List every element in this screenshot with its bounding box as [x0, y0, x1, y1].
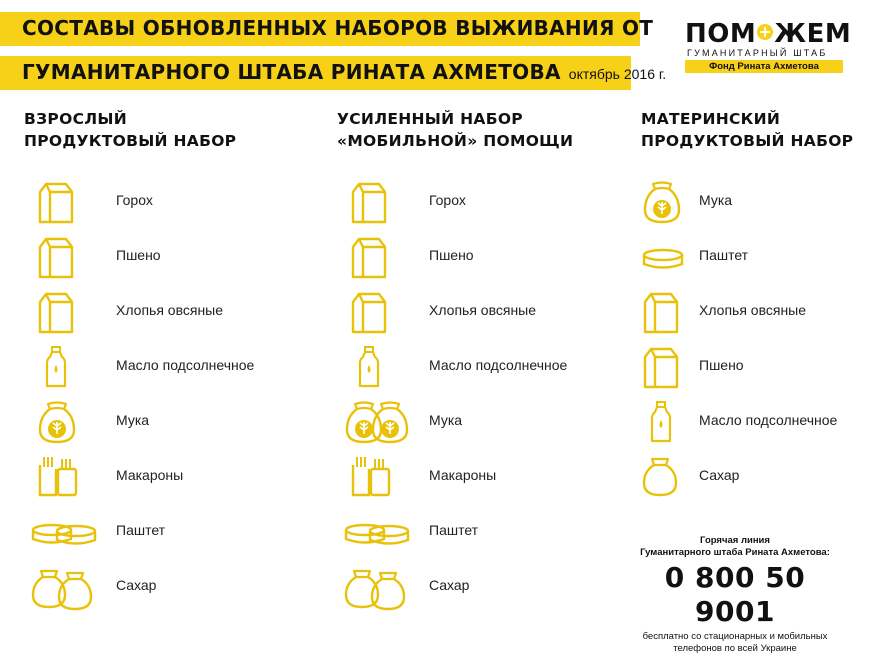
item-label: Хлопья овсяные — [429, 302, 537, 318]
column-title-line1: УСИЛЕННЫЙ НАБОР — [337, 110, 523, 128]
bottle-icon — [349, 345, 429, 391]
column-adult-set — [24, 108, 264, 593]
hotline-phone: 0 800 50 9001 — [664, 561, 806, 628]
list-item — [641, 290, 869, 336]
list-item — [349, 235, 609, 281]
item-label: Паштет — [116, 522, 166, 538]
list-item — [36, 290, 296, 336]
sugar-sack-icon — [349, 565, 429, 611]
hotline-note — [625, 631, 845, 655]
item-label: Мука — [429, 412, 463, 428]
item-label: Макароны — [116, 467, 184, 483]
item-label: Паштет — [429, 522, 479, 538]
hotline-block — [625, 535, 845, 655]
column-title-line1: МАТЕРИНСКИЙ — [641, 110, 781, 128]
column-title — [641, 108, 869, 152]
title-banner-line2 — [0, 56, 667, 90]
item-label: Пшено — [429, 247, 474, 263]
list-item — [349, 180, 609, 226]
item-label: Хлопья овсяные — [116, 302, 224, 318]
flour-sack-icon — [349, 400, 429, 446]
pasta-icon — [36, 455, 116, 501]
hotline-note-line1: бесплатно со стационарных и мобильных — [642, 631, 828, 642]
logo-name-left: ПОМ — [685, 19, 757, 49]
title-line2 — [22, 60, 666, 84]
item-label: Мука — [116, 412, 150, 428]
column-title — [24, 108, 264, 152]
hotline-title-line1: Горячая линия — [700, 535, 770, 546]
list-item — [36, 510, 296, 556]
logo-name — [685, 20, 851, 48]
list-item — [36, 565, 296, 611]
item-label: Макароны — [429, 467, 497, 483]
list-item — [349, 290, 609, 336]
list-item — [349, 510, 609, 556]
title-banner-line1 — [0, 12, 654, 46]
list-item — [349, 565, 609, 611]
sugar-sack-icon — [36, 565, 116, 611]
item-label: Масло подсолнечное — [699, 412, 838, 428]
bag-icon — [36, 235, 116, 281]
column-title-line2: ПРОДУКТОВЫЙ НАБОР — [24, 132, 237, 150]
list-item — [349, 400, 609, 446]
flour-sack-icon — [36, 400, 116, 446]
item-label: Хлопья овсяные — [699, 302, 807, 318]
list-item — [36, 400, 296, 446]
title-line1: СОСТАВЫ ОБНОВЛЕННЫХ НАБОРОВ ВЫЖИВАНИЯ ОТ — [22, 16, 654, 40]
list-item — [641, 400, 869, 446]
item-label: Пшено — [116, 247, 161, 263]
logo-subtitle: ГУМАНИТАРНЫЙ ШТАБ — [687, 48, 828, 58]
item-label: Сахар — [699, 467, 740, 483]
list-item — [641, 455, 869, 501]
item-label: Сахар — [429, 577, 470, 593]
bottle-icon — [36, 345, 116, 391]
logo-fund: Фонд Рината Ахметова — [685, 60, 843, 73]
pasta-icon — [349, 455, 429, 501]
item-label: Горох — [429, 192, 466, 208]
list-item — [641, 180, 869, 226]
cross-icon — [757, 24, 773, 40]
column-mobile-set — [337, 108, 577, 593]
hotline-note-line2: телефонов по всей Украине — [673, 643, 797, 654]
bag-icon — [36, 180, 116, 226]
list-item — [349, 345, 609, 391]
list-item — [641, 345, 869, 391]
hotline-title-line2: Гуманитарного штаба Рината Ахметова: — [640, 547, 830, 558]
can-icon — [36, 510, 116, 556]
bag-icon — [349, 180, 429, 226]
logo-name-right: ЖЕМ — [774, 19, 852, 49]
list-item — [36, 180, 296, 226]
item-label: Сахар — [116, 577, 157, 593]
title-line2-text: ГУМАНИТАРНОГО ШТАБА РИНАТА АХМЕТОВА — [22, 60, 561, 84]
item-label: Пшено — [699, 357, 744, 373]
item-label: Горох — [116, 192, 153, 208]
column-title-line1: ВЗРОСЛЫЙ — [24, 110, 128, 128]
item-label: Масло подсолнечное — [116, 357, 255, 373]
bag-icon — [349, 235, 429, 281]
column-title-line2: ПРОДУКТОВЫЙ НАБОР — [641, 132, 854, 150]
list-item — [36, 345, 296, 391]
item-label: Паштет — [699, 247, 749, 263]
list-item — [641, 235, 869, 281]
list-item — [36, 455, 296, 501]
column-maternal-set — [641, 108, 869, 483]
item-label: Масло подсолнечное — [429, 357, 568, 373]
item-label: Мука — [699, 192, 733, 208]
date-label: октябрь 2016 г. — [568, 66, 667, 82]
column-title-line2: «МОБИЛЬНОЙ» ПОМОЩИ — [337, 132, 574, 150]
hotline-title — [625, 535, 845, 559]
can-icon — [349, 510, 429, 556]
bag-icon — [349, 290, 429, 336]
bag-icon — [36, 290, 116, 336]
logo — [685, 19, 852, 74]
list-item — [349, 455, 609, 501]
list-item — [36, 235, 296, 281]
column-title — [337, 108, 577, 152]
